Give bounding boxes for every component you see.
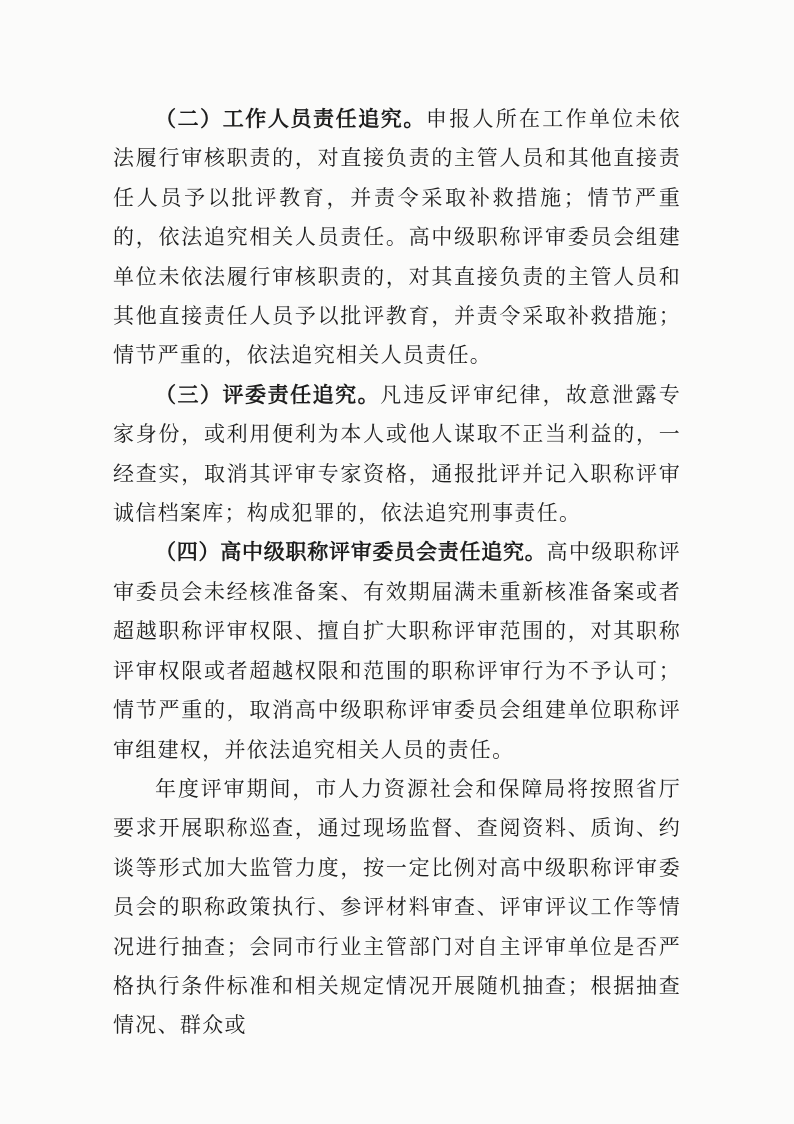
paragraph-text: 高中级职称评审委员会未经核准备案、有效期届满未重新核准备案或者超越职称评审权限、擅自扩大职称评审范围的，对其职称评审权限或者超越权限和范围的职称评审行为不予认可；情节严重的，取消高中级职称评审委员会组建单位职称评审组建权，并依法追究相关人员的责任。 (113, 540, 681, 762)
paragraph-text: 凡违反评审纪律，故意泄露专家身份，或利用便利为本人或他人谋取不正当利益的，一经查实，取消其评审专家资格，通报批评并记入职称评审诚信档案库；构成犯罪的，依法追究刑事责任。 (113, 382, 681, 526)
paragraph-heading: （四）高中级职称评审委员会责任追究。 (155, 540, 547, 565)
paragraph-review-committee-accountability (113, 533, 681, 769)
paragraph-heading: （三）评委责任追究。 (155, 382, 381, 407)
document-body (113, 100, 681, 1046)
paragraph-staff-accountability (113, 100, 681, 376)
paragraph-text: 申报人所在工作单位未依法履行审核职责的，对直接负责的主管人员和其他直接责任人员予以批评教育，并责令采取补救措施；情节严重的，依法追究相关人员责任。高中级职称评审委员会组建单位未依法履行审核职责的，对其直接负责的主管人员和其他直接责任人员予以批评教育，并责令采取补救措施；情节严重的，依法追究相关人员责任。 (113, 107, 681, 368)
paragraph-text: 年度评审期间，市人力资源社会和保障局将按照省厅要求开展职称巡查，通过现场监督、查阅资料、质询、约谈等形式加大监管力度，按一定比例对高中级职称评审委员会的职称政策执行、参评材料审查、评审评议工作等情况进行抽查；会同市行业主管部门对自主评审单位是否严格执行条件标准和相关规定情况开展随机抽查；根据抽查情况、群众或 (113, 776, 681, 1038)
paragraph-heading: （二）工作人员责任追究。 (155, 107, 426, 131)
paragraph-committee-member-accountability (113, 376, 681, 534)
paragraph-annual-review-supervision (113, 770, 681, 1046)
